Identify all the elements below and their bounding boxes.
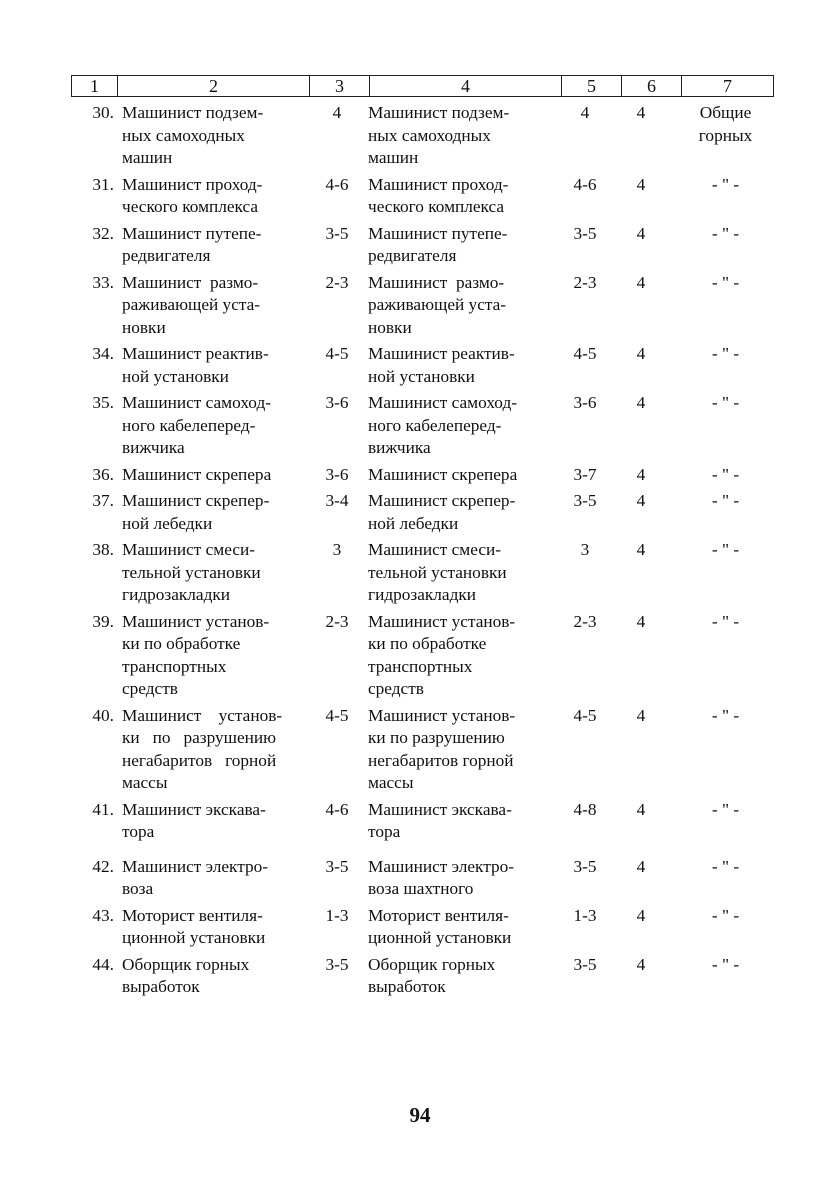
profession-name-line: Оборщик горных — [122, 954, 250, 974]
header-cell-7: 7 — [723, 76, 732, 96]
grade-range-col3: 2-3 — [325, 272, 349, 292]
grade-range-col3: 1-3 — [325, 905, 349, 925]
col7-line: - " - — [711, 491, 740, 510]
profession-name-line: Машинист установ- — [122, 611, 270, 631]
grade-range-col5: 3-7 — [573, 464, 597, 484]
value-col6: 4 — [636, 705, 646, 725]
profession-name-line: редвигателя — [368, 246, 457, 265]
value-col6: 4 — [636, 954, 646, 974]
profession-name-col2 — [119, 272, 311, 340]
profession-name-col4 — [363, 272, 561, 340]
profession-name-line: Машинист установ- — [368, 611, 516, 631]
profession-name-col4 — [363, 464, 561, 487]
table-row — [71, 705, 774, 795]
col7-line: - " - — [711, 464, 740, 484]
col7-line: - " - — [711, 611, 740, 631]
profession-name-line: массы — [368, 773, 414, 792]
profession-name-col2 — [119, 174, 311, 219]
profession-name-line: транспортных — [122, 656, 227, 676]
header-cell-6: 6 — [622, 76, 682, 96]
value-col6: 4 — [636, 174, 646, 194]
value-col7 — [673, 490, 774, 535]
profession-name-line: ционной установки — [122, 928, 266, 947]
profession-name-line: ки по обработке — [122, 634, 241, 653]
profession-name-line: Машинист установ- — [122, 705, 283, 725]
profession-name-line: Моторист вентиля- — [122, 905, 263, 925]
grade-range-col5: 4-8 — [573, 799, 597, 819]
row-number: 33. — [92, 272, 114, 292]
col7-line: - " - — [711, 954, 740, 974]
profession-name-line: машин — [122, 148, 173, 167]
profession-name-line: Машинист путепе- — [368, 223, 508, 243]
header-cell-2: 2 — [118, 76, 310, 96]
profession-name-col4 — [363, 954, 561, 999]
profession-name-line: Машинист размо- — [122, 272, 259, 292]
row-number: 38. — [92, 540, 114, 559]
grade-range-col5: 3-5 — [573, 491, 597, 510]
col7-line: Общие — [699, 103, 752, 122]
table-row — [71, 490, 774, 535]
value-col7 — [673, 223, 774, 268]
grade-range-col5: 2-3 — [573, 272, 597, 292]
col7-line: - " - — [711, 223, 740, 243]
profession-name-line: Машинист смеси- — [368, 540, 502, 559]
profession-name-line: Машинист размо- — [368, 272, 505, 292]
value-col6: 4 — [636, 905, 646, 925]
profession-name-line: редвигателя — [122, 246, 211, 265]
row-number: 42. — [92, 856, 114, 876]
col7-line: - " - — [711, 799, 740, 819]
table-row — [71, 174, 774, 219]
value-col7 — [673, 799, 774, 844]
value-col7 — [673, 905, 774, 950]
profession-name-col2 — [119, 954, 311, 999]
profession-name-line: Машинист реактив- — [122, 344, 269, 363]
value-col7 — [673, 856, 774, 901]
profession-name-line: Машинист подзем- — [368, 103, 510, 122]
profession-name-col2 — [119, 102, 311, 170]
table-body — [71, 102, 774, 1003]
profession-name-line: тельной установки — [122, 562, 261, 582]
profession-name-col2 — [119, 539, 311, 607]
profession-name-line: Машинист скрепера — [368, 464, 518, 484]
row-number: 39. — [92, 611, 114, 631]
profession-name-line: Машинист установ- — [368, 705, 516, 725]
value-col7 — [673, 174, 774, 219]
profession-name-line: негабаритов горной — [122, 750, 277, 770]
profession-name-line: Моторист вентиля- — [368, 905, 509, 925]
profession-name-line: Машинист проход- — [368, 174, 509, 194]
profession-name-line: гидрозакладки — [368, 585, 477, 604]
grade-range-col5: 3 — [580, 540, 590, 559]
value-col7 — [673, 611, 774, 701]
profession-name-col2 — [119, 856, 311, 901]
profession-name-line: Машинист проход- — [122, 174, 263, 194]
value-col6: 4 — [636, 611, 646, 631]
grade-range-col3: 4 — [332, 103, 342, 122]
profession-name-line: вижчика — [122, 438, 185, 457]
profession-name-line: Машинист путепе- — [122, 223, 262, 243]
grade-range-col3: 3-6 — [325, 464, 349, 484]
grade-range-col5: 2-3 — [573, 611, 597, 631]
value-col6: 4 — [636, 799, 646, 819]
profession-name-line: выработок — [368, 977, 446, 996]
value-col6: 4 — [636, 344, 646, 363]
grade-range-col3: 3-6 — [325, 393, 349, 412]
profession-name-line: Машинист скрепер- — [122, 491, 270, 510]
profession-name-col2 — [119, 705, 311, 795]
profession-name-col4 — [363, 705, 561, 795]
grade-range-col3: 4-5 — [325, 705, 349, 725]
grade-range-col5: 4 — [580, 103, 590, 122]
profession-name-col4 — [363, 223, 561, 268]
profession-name-col4 — [363, 611, 561, 701]
row-number: 41. — [92, 799, 114, 819]
profession-name-line: ной установки — [368, 366, 475, 386]
grade-range-col5: 3-6 — [573, 393, 597, 412]
grade-range-col3: 3-5 — [325, 954, 349, 974]
grade-range-col3: 4-5 — [325, 344, 349, 363]
value-col7 — [673, 272, 774, 340]
profession-name-line: Оборщик горных — [368, 954, 496, 974]
profession-name-col4 — [363, 343, 561, 388]
grade-range-col5: 3-5 — [573, 223, 597, 243]
table-row — [71, 799, 774, 844]
grade-range-col5: 1-3 — [573, 905, 597, 925]
profession-name-line: выработок — [122, 977, 200, 996]
grade-range-col5: 4-6 — [573, 174, 597, 194]
header-cell-5: 5 — [562, 76, 622, 96]
grade-range-col3: 4-6 — [325, 799, 349, 819]
grade-range-col3: 3 — [332, 540, 342, 559]
table-row — [71, 856, 774, 901]
grade-range-col3: 4-6 — [325, 174, 349, 194]
col7-line: - " - — [711, 344, 740, 363]
profession-name-col4 — [363, 856, 561, 901]
col7-line: горных — [698, 125, 753, 145]
row-number: 40. — [92, 705, 114, 725]
table-row — [71, 223, 774, 268]
profession-name-line: ческого комплекса — [122, 197, 259, 216]
profession-name-col4 — [363, 102, 561, 170]
profession-name-line: средств — [368, 679, 424, 698]
col7-line: - " - — [711, 905, 740, 925]
profession-name-line: тора — [122, 822, 155, 841]
profession-name-line: Машинист смеси- — [122, 540, 256, 559]
row-number: 31. — [92, 174, 114, 194]
table-row — [71, 392, 774, 460]
profession-name-col2 — [119, 464, 311, 487]
profession-name-line: тельной установки — [368, 562, 507, 582]
profession-name-line: Машинист подзем- — [122, 103, 264, 122]
profession-name-col2 — [119, 611, 311, 701]
profession-name-line: раживающей уста- — [368, 295, 507, 314]
profession-name-line: Машинист реактив- — [368, 344, 515, 363]
profession-name-line: Машинист скрепера — [122, 464, 272, 484]
profession-name-line: вижчика — [368, 438, 431, 457]
grade-range-col3: 3-5 — [325, 223, 349, 243]
table-row — [71, 464, 774, 487]
value-col7 — [673, 705, 774, 795]
row-number: 32. — [92, 223, 114, 243]
profession-name-col2 — [119, 799, 311, 844]
value-col7 — [673, 539, 774, 607]
profession-name-line: ных самоходных — [122, 125, 245, 145]
row-number: 36. — [92, 464, 114, 484]
profession-name-line: ного кабелеперед- — [122, 415, 256, 435]
profession-name-line: машин — [368, 148, 419, 167]
profession-name-col4 — [363, 392, 561, 460]
profession-name-col4 — [363, 905, 561, 950]
grade-range-col3: 3-5 — [325, 856, 349, 876]
table-row — [71, 343, 774, 388]
profession-name-line: ной установки — [122, 366, 229, 386]
value-col6: 4 — [636, 491, 646, 510]
profession-name-line: воза шахтного — [368, 879, 474, 898]
value-col6: 4 — [636, 393, 646, 412]
row-number: 35. — [92, 393, 114, 412]
value-col6: 4 — [636, 540, 646, 559]
page-number: 94 — [409, 1103, 431, 1127]
profession-name-line: тора — [368, 822, 401, 841]
table-header-row — [71, 75, 774, 97]
profession-name-line: ционной установки — [368, 928, 512, 947]
table-row — [71, 539, 774, 607]
profession-name-line: средств — [122, 679, 178, 698]
col7-line: - " - — [711, 540, 740, 559]
value-col7 — [673, 954, 774, 999]
grade-range-col5: 4-5 — [573, 705, 597, 725]
profession-name-line: новки — [122, 317, 166, 337]
value-col7 — [673, 464, 774, 487]
grade-range-col5: 3-5 — [573, 856, 597, 876]
profession-name-line: Машинист электро- — [368, 856, 514, 876]
col7-line: - " - — [711, 174, 740, 194]
col7-line: - " - — [711, 393, 740, 412]
grade-range-col5: 4-5 — [573, 344, 597, 363]
profession-name-line: ных самоходных — [368, 125, 491, 145]
row-number: 37. — [92, 491, 114, 510]
row-number: 30. — [92, 103, 114, 122]
profession-name-line: воза — [122, 879, 154, 898]
profession-name-col2 — [119, 343, 311, 388]
grade-range-col3: 2-3 — [325, 611, 349, 631]
profession-name-line: Машинист самоход- — [122, 393, 271, 412]
profession-name-line: ческого комплекса — [368, 197, 505, 216]
profession-name-line: ной лебедки — [368, 513, 459, 533]
profession-name-line: ки по разрушению — [122, 728, 277, 747]
profession-name-line: Машинист самоход- — [368, 393, 517, 412]
profession-name-col2 — [119, 223, 311, 268]
profession-name-line: ной лебедки — [122, 513, 213, 533]
row-number: 43. — [92, 905, 114, 925]
profession-name-line: ки по обработке — [368, 634, 487, 653]
value-col7 — [673, 343, 774, 388]
profession-name-col2 — [119, 392, 311, 460]
value-col6: 4 — [636, 103, 646, 122]
header-cell-1: 1 — [72, 76, 118, 96]
col7-line: - " - — [711, 705, 740, 725]
table-row — [71, 272, 774, 340]
profession-name-line: раживающей уста- — [122, 295, 261, 314]
table-row — [71, 905, 774, 950]
grade-range-col3: 3-4 — [325, 491, 349, 510]
value-col7 — [673, 102, 774, 170]
profession-name-line: негабаритов горной — [368, 750, 514, 770]
profession-name-col4 — [363, 174, 561, 219]
value-col6: 4 — [636, 856, 646, 876]
row-number: 44. — [92, 954, 114, 974]
header-cell-3: 3 — [310, 76, 370, 96]
profession-name-col4 — [363, 490, 561, 535]
profession-name-line: ки по разрушению — [368, 728, 505, 747]
profession-name-line: гидрозакладки — [122, 585, 231, 604]
value-col6: 4 — [636, 272, 646, 292]
profession-name-line: Машинист экскава- — [122, 799, 266, 819]
table-row — [71, 102, 774, 170]
value-col6: 4 — [636, 464, 646, 484]
table-row — [71, 611, 774, 701]
profession-name-line: Машинист скрепер- — [368, 491, 516, 510]
value-col7 — [673, 392, 774, 460]
col7-line: - " - — [711, 272, 740, 292]
profession-name-line: транспортных — [368, 656, 473, 676]
profession-name-line: Машинист электро- — [122, 856, 268, 876]
profession-name-line: массы — [122, 773, 168, 792]
profession-name-col2 — [119, 490, 311, 535]
profession-name-line: новки — [368, 317, 412, 337]
profession-name-col4 — [363, 799, 561, 844]
grade-range-col5: 3-5 — [573, 954, 597, 974]
table-row — [71, 954, 774, 999]
value-col6: 4 — [636, 223, 646, 243]
profession-name-col2 — [119, 905, 311, 950]
header-cell-4: 4 — [370, 76, 562, 96]
row-number: 34. — [92, 344, 114, 363]
profession-name-col4 — [363, 539, 561, 607]
profession-name-line: ного кабелеперед- — [368, 415, 502, 435]
col7-line: - " - — [711, 856, 740, 876]
profession-name-line: Машинист экскава- — [368, 799, 512, 819]
